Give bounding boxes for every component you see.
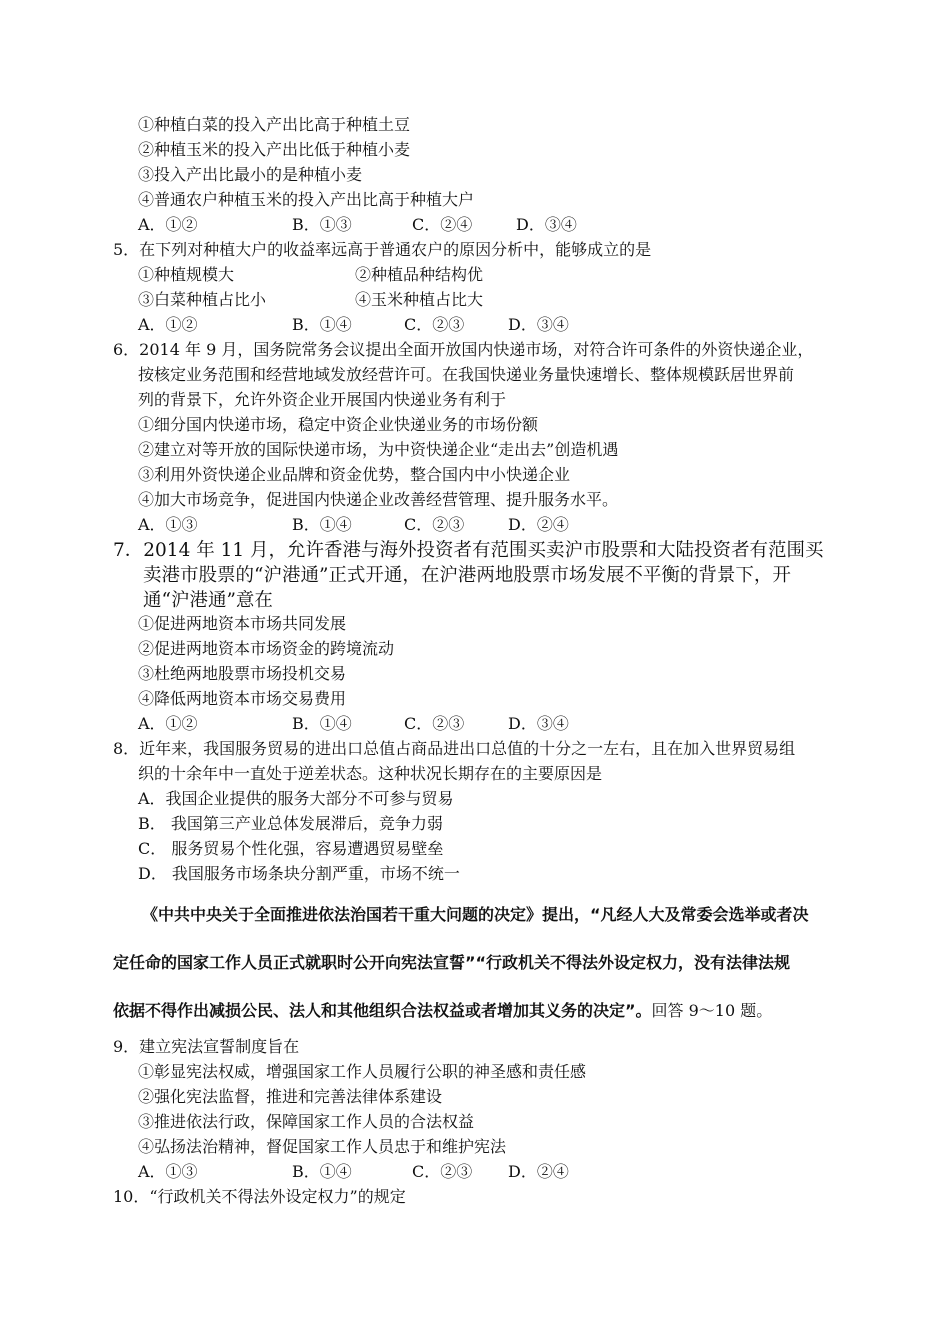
q7-item-4: ④降低两地资本市场交易费用 <box>138 689 347 708</box>
q8-stem-line-2: 织的十余年中一直处于逆差状态。这种状况长期存在的主要原因是 <box>138 764 603 783</box>
q6-option-c: C．②③ <box>404 515 465 534</box>
q6-option-b: B．①④ <box>292 515 352 534</box>
q5-option-c: C．②③ <box>404 315 465 334</box>
q8-choice-b: B． 我国第三产业总体发展滞后，竞争力弱 <box>138 814 443 833</box>
q6-item-1: ①细分国内快递市场，稳定中资企业快递业务的市场份额 <box>138 415 539 434</box>
q4-option-b: B．①③ <box>292 215 352 234</box>
q6-stem-line-3: 列的背景下，允许外资企业开展国内快递业务有利于 <box>138 390 507 409</box>
q9-item-2: ②强化宪法监督，推进和完善法律体系建设 <box>138 1087 443 1106</box>
q6-option-a: A．①③ <box>138 515 198 534</box>
q7-option-b: B．①④ <box>292 714 352 733</box>
q4-option-c: C．②④ <box>412 215 473 234</box>
q5-item-3: ③白菜种植占比小 <box>138 290 267 309</box>
q8-choice-c: C． 服务贸易个性化强，容易遭遇贸易壁垒 <box>138 839 444 858</box>
q7-option-a: A．①② <box>138 714 198 733</box>
q5-item-1: ①种植规模大 <box>138 265 235 284</box>
q7-stem-line-3: 通“沪港通”意在 <box>143 590 273 611</box>
q6-stem-line-2: 按核定业务范围和经营地域发放经营许可。在我国快递业务量快速增长、整体规模跃居世界前 <box>138 365 795 384</box>
q4-item-3: ③投入产出比最小的是种植小麦 <box>138 165 363 184</box>
q5-item-4: ④玉米种植占比大 <box>355 290 484 309</box>
q5-option-b: B．①④ <box>292 315 352 334</box>
passage-line-3 <box>113 1000 772 1022</box>
q9-option-c: C．②③ <box>412 1162 473 1181</box>
q9-option-b: B．①④ <box>292 1162 352 1181</box>
q8-choice-d: D． 我国服务市场条块分割严重，市场不统一 <box>138 864 460 883</box>
q5-stem: 5．在下列对种植大户的收益率远高于普通农户的原因分析中，能够成立的是 <box>113 240 652 259</box>
q4-item-4: ④普通农户种植玉米的投入产出比高于种植大户 <box>138 190 475 209</box>
q4-option-d: D．③④ <box>516 215 577 234</box>
q6-item-2: ②建立对等开放的国际快递市场，为中资快递企业“走出去”创造机遇 <box>138 440 619 459</box>
q7-option-c: C．②③ <box>404 714 465 733</box>
q9-option-a: A．①③ <box>138 1162 198 1181</box>
passage-line-1: 《中共中央关于全面推进依法治国若干重大问题的决定》提出，“凡经人大及常委会选举或者决 <box>142 905 809 924</box>
q4-item-2: ②种植玉米的投入产出比低于种植小麦 <box>138 140 411 159</box>
q7-stem-line-1: 7．2014 年 11 月，允许香港与海外投资者有范围买卖沪市股票和大陆投资者有范围买 <box>113 540 824 561</box>
q4-item-1: ①种植白菜的投入产出比高于种植土豆 <box>138 115 411 134</box>
q4-option-a: A．①② <box>138 215 198 234</box>
q5-option-a: A．①② <box>138 315 198 334</box>
q6-item-3: ③利用外资快递企业品牌和资金优势，整合国内中小快递企业 <box>138 465 571 484</box>
q9-item-3: ③推进依法行政，保障国家工作人员的合法权益 <box>138 1112 475 1131</box>
q9-item-4: ④弘扬法治精神，督促国家工作人员忠于和维护宪法 <box>138 1137 507 1156</box>
q7-stem-line-2: 卖港市股票的“沪港通”正式开通，在沪港两地股票市场发展不平衡的背景下，开 <box>143 565 791 586</box>
q9-item-1: ①彰显宪法权威，增强国家工作人员履行公职的神圣感和责任感 <box>138 1062 587 1081</box>
q8-choice-a: A．我国企业提供的服务大部分不可参与贸易 <box>138 789 454 808</box>
q10-stem: 10．“行政机关不得法外设定权力”的规定 <box>113 1187 406 1206</box>
passage-line-3-bold: 依据不得作出减损公民、法人和其他组织合法权益或者增加其义务的决定”。 <box>113 1001 652 1020</box>
q6-stem-line-1: 6．2014 年 9 月，国务院常务会议提出全面开放国内快递市场，对符合许可条件的外资快递企业， <box>113 340 814 359</box>
q5-option-d: D．③④ <box>508 315 569 334</box>
q6-option-d: D．②④ <box>508 515 569 534</box>
q8-stem-line-1: 8．近年来，我国服务贸易的进出口总值占商品进出口总值的十分之一左右，且在加入世界贸易组 <box>113 739 796 758</box>
passage-line-3-tail: 回答 9～10 题。 <box>651 1001 773 1020</box>
q6-item-4: ④加大市场竞争，促进国内快递企业改善经营管理、提升服务水平。 <box>138 490 619 509</box>
q9-option-d: D．②④ <box>508 1162 569 1181</box>
q7-item-1: ①促进两地资本市场共同发展 <box>138 614 347 633</box>
q7-item-2: ②促进两地资本市场资金的跨境流动 <box>138 639 395 658</box>
q7-option-d: D．③④ <box>508 714 569 733</box>
q7-item-3: ③杜绝两地股票市场投机交易 <box>138 664 347 683</box>
q9-stem: 9．建立宪法宣誓制度旨在 <box>113 1037 300 1056</box>
passage-line-2: 定任命的国家工作人员正式就职时公开向宪法宣誓”“行政机关不得法外设定权力，没有法律法规 <box>113 953 791 972</box>
q5-item-2: ②种植品种结构优 <box>355 265 484 284</box>
